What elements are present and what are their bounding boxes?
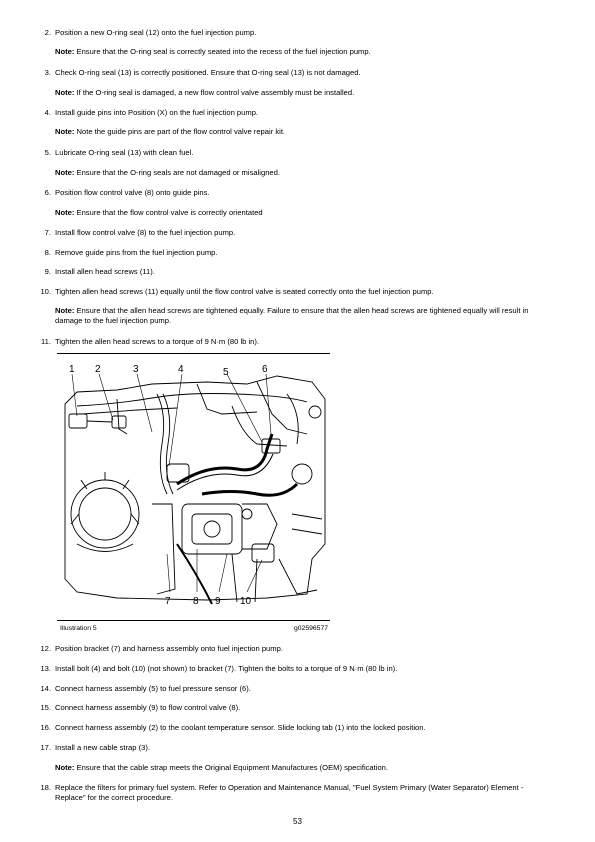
note: Note: If the O-ring seal is damaged, a new flow control valve assembly must be installed. bbox=[55, 88, 355, 97]
figure-rule-bottom bbox=[57, 620, 330, 621]
callout-6: 6 bbox=[262, 364, 268, 375]
note: Note: Ensure that the O-ring seals are not damaged or misaligned. bbox=[55, 168, 280, 177]
callout-1: 1 bbox=[69, 364, 75, 375]
note: Note: Ensure that the O-ring seal is correctly seated into the recess of the fuel injection pump. bbox=[55, 47, 371, 56]
callout-10: 10 bbox=[240, 596, 252, 607]
callout-8: 8 bbox=[193, 596, 199, 607]
callout-3: 3 bbox=[133, 364, 139, 375]
page-number: 53 bbox=[293, 817, 302, 826]
figure-ref: g02596577 bbox=[294, 625, 329, 632]
note: Note: Ensure that the allen head screws are tightened equally. Failure to ensure that the allen head screws are tightened equally will result in damage to the fuel injection pump. bbox=[55, 306, 529, 325]
callout-7: 7 bbox=[165, 596, 171, 607]
figure-caption: Illustration 5 bbox=[60, 625, 97, 632]
callout-5: 5 bbox=[223, 367, 229, 378]
callout-4: 4 bbox=[178, 364, 184, 375]
callout-9: 9 bbox=[215, 596, 221, 607]
note: Note: Ensure that the flow control valve is correctly orientated bbox=[55, 208, 263, 217]
callout-2: 2 bbox=[95, 364, 101, 375]
note: Note: Note the guide pins are part of the flow control valve repair kit. bbox=[55, 127, 286, 136]
engine-illustration bbox=[57, 354, 330, 621]
note: Note: Ensure that the cable strap meets the Original Equipment Manufactures (OEM) specification. bbox=[55, 763, 389, 772]
